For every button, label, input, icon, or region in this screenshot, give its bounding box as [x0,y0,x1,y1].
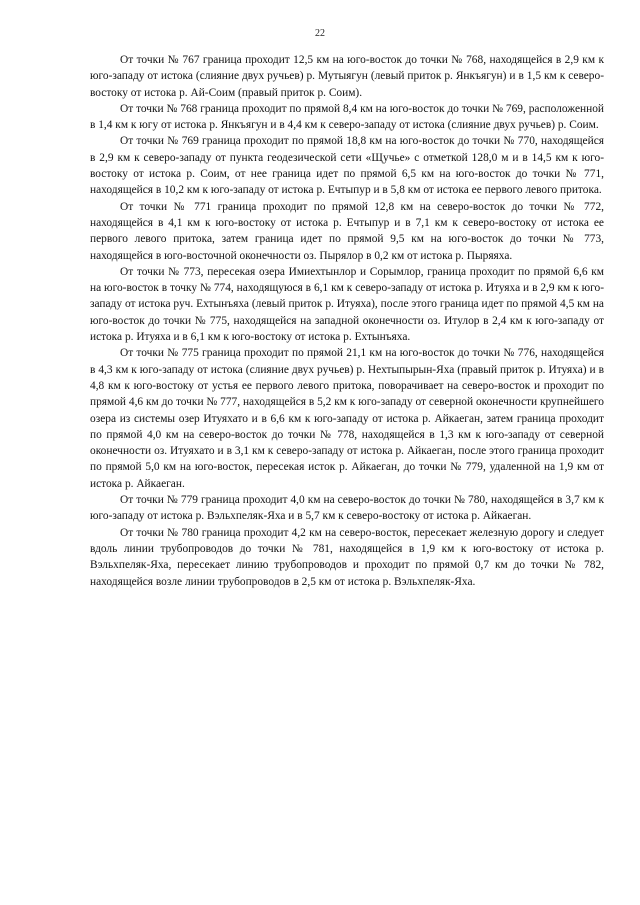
paragraph-point-768: От точки № 768 граница проходит по прямой 8,4 км на юго-восток до точки № 769, расположенной в 1,4 км к югу от истока р. Янкъягун и в 4,4 км к северо-западу от истока (слияние двух ручьев) р. Соим. [90,102,604,132]
paragraph-point-767: От точки № 767 граница проходит 12,5 км на юго-восток до точки № 768, находящейся в 2,9 км к юго-западу от истока (слияние двух ручьев) р. Мутыягун (левый приток р. Янкъягун) и в 1,5 км к северо-востоку от истока р. Ай-Соим (правый приток р. Соим). [90,54,604,99]
paragraph-point-780: От точки № 780 граница проходит 4,2 км на северо-восток, пересекает железную дорогу и следует вдоль линии трубопроводов до точки № 781, находящейся в 1,9 км к юго-востоку от истока р. Вэльхпеляк-Яха, пересекает линию трубопроводов и проходит по прямой 0,7 км до точки № 782, находящейся возле линии трубопроводов в 2,5 км от истока р. Вэльхпеляк-Яха. [90,526,604,588]
page-number: 22 [315,28,325,39]
paragraph-point-771: От точки № 771 граница проходит по прямой 12,8 км на северо-восток до точки № 772, находящейся в 4,1 км к юго-востоку от истока р. Ечтыпур и в 7,1 км к северо-востоку от истока ее первого левого притока, затем граница идет по прямой 9,5 км на юго-восток до точки № 773, находящейся в юго-восточной оконечности оз. Пырялор в 0,2 км от истока р. Пыряяха. [90,200,604,262]
paragraph-point-775: От точки № 775 граница проходит по прямой 21,1 км на юго-восток до точки № 776, находящейся в 4,3 км к юго-западу от истока (слияние двух ручьев) р. Нехтыпырын-Яха (правый приток р. Итуяха) и в 4,8 км к юго-востоку от устья ее первого левого притока, поворачивает на северо-восток и проходит по прямой 4,6 км до точки № 777, находящейся в 5,2 км к юго-западу от северной оконечности крупнейшего озера из системы озер Итуяхато и в 6,6 км к юго-западу от истока р. Айкаеган, затем граница проходит по прямой 4,0 км на северо-восток до точки № 778, находящейся в 1,3 км к юго-западу от северной оконечности оз. Итуяхато и в 3,1 км к северо-западу от истока р. Айкаеган, после этого граница проходит по прямой 5,0 км на юго-восток, пересекая исток р. Айкаеган, до точки № 779, удаленной на 1,9 км от истока р. Айкаеган. [90,347,604,490]
paragraph-point-779: От точки № 779 граница проходит 4,0 км на северо-восток до точки № 780, находящейся в 3,7 км к юго-западу от истока р. Вэльхпеляк-Яха и в 5,7 км к северо-востоку от истока р. Айкаеган. [90,494,604,523]
paragraph-point-769: От точки № 769 граница проходит по прямой 18,8 км на юго-восток до точки № 770, находящейся в 2,9 км к северо-западу от пункта геодезической сети «Щучье» с отметкой 128,0 м и в 14,5 км к юго-востоку от истока р. Соим, от нее граница идет по прямой 6,5 км на юго-восток до точки № 771, находящейся в 10,2 км к юго-западу от истока р. Ечтыпур и в 5,8 км от истока ее первого левого притока. [90,135,604,197]
paragraph-point-773: От точки № 773, пересекая озера Имиехтынлор и Сорымлор, граница проходит по прямой 6,6 км на юго-восток в точку № 774, находящуюся в 6,1 км к северо-западу от истока р. Итуяха и в 2,9 км к юго-западу от истока руч. Ехтынъяха (левый приток р. Итуяха), после этого граница идет по прямой 4,5 км на юго-восток до точки № 775, находящейся на западной оконечности оз. Итулор в 2,4 км к юго-западу от истока р. Итуяха и в 6,1 км к юго-востоку от истока р. Ехтынъяха. [90,265,604,344]
body-text [90,52,604,590]
